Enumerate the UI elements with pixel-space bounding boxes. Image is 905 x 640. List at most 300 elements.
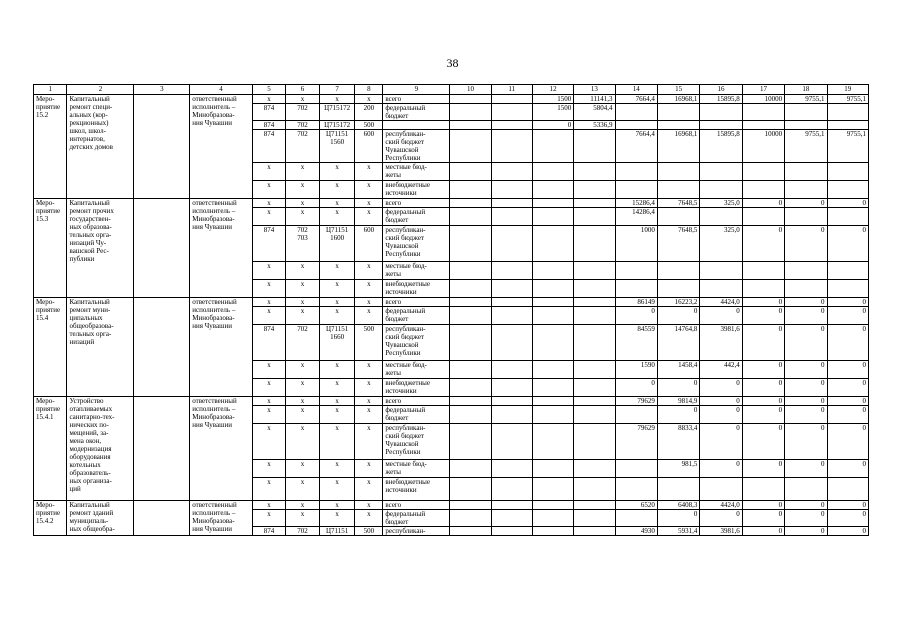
value-cell: x bbox=[319, 208, 355, 226]
description-cell: Устройство отапливаемых санитарно-тех- нических по- мещений, за- мена окон, модернизация оборудования котельных образователь- ных организа- ций bbox=[67, 397, 134, 501]
value-cell: 16223,2 bbox=[657, 298, 699, 307]
value-cell: x bbox=[252, 208, 285, 226]
header-cell: 9 bbox=[383, 85, 450, 95]
measure-cell: Меро- приятие 15.3 bbox=[34, 199, 67, 298]
value-cell bbox=[827, 262, 868, 280]
value-cell bbox=[491, 95, 532, 104]
value-cell bbox=[700, 478, 742, 501]
description-cell: Капитальный ремонт зданий муниципаль- ных общеобра- bbox=[67, 501, 134, 536]
value-cell: x bbox=[286, 406, 319, 424]
value-cell bbox=[574, 510, 615, 527]
funding-source-cell: республикан- bbox=[383, 527, 450, 536]
value-cell: x bbox=[252, 307, 285, 325]
description-cell: Капитальный ремонт прочих государствен- ных образова- тельных орга- низаций Чу- вашской Рес- публики bbox=[67, 199, 134, 298]
value-cell bbox=[491, 379, 532, 397]
value-cell: 325,0 bbox=[700, 199, 742, 208]
value-cell bbox=[532, 199, 573, 208]
value-cell bbox=[450, 280, 491, 298]
value-cell bbox=[615, 460, 657, 478]
value-cell bbox=[491, 121, 532, 130]
value-cell bbox=[657, 181, 699, 199]
funding-source-cell: местные бюд- жеты bbox=[383, 361, 450, 379]
value-cell: 0 bbox=[827, 510, 868, 527]
value-cell bbox=[742, 163, 784, 181]
value-cell: 0 bbox=[700, 510, 742, 527]
value-cell bbox=[532, 298, 573, 307]
value-cell bbox=[491, 460, 532, 478]
value-cell bbox=[657, 121, 699, 130]
value-cell: 0 bbox=[827, 325, 868, 361]
value-cell bbox=[491, 307, 532, 325]
header-cell: 2 bbox=[67, 85, 134, 95]
column-number-header bbox=[34, 85, 869, 95]
value-cell: 874 bbox=[252, 121, 285, 130]
value-cell: Ц71151 1660 bbox=[319, 325, 355, 361]
value-cell bbox=[450, 406, 491, 424]
value-cell: 0 bbox=[657, 406, 699, 424]
value-cell bbox=[491, 510, 532, 527]
funding-source-cell: местные бюд- жеты bbox=[383, 262, 450, 280]
value-cell bbox=[574, 298, 615, 307]
value-cell bbox=[450, 226, 491, 262]
value-cell bbox=[450, 298, 491, 307]
value-cell bbox=[574, 280, 615, 298]
value-cell: 0 bbox=[742, 361, 784, 379]
value-cell: 0 bbox=[742, 527, 784, 536]
value-cell: x bbox=[319, 361, 355, 379]
value-cell: x bbox=[252, 510, 285, 527]
value-cell bbox=[491, 501, 532, 510]
value-cell: 84559 bbox=[615, 325, 657, 361]
value-cell bbox=[742, 121, 784, 130]
value-cell: 874 bbox=[252, 527, 285, 536]
value-cell: 0 bbox=[827, 298, 868, 307]
value-cell bbox=[450, 397, 491, 406]
value-cell: x bbox=[286, 501, 319, 510]
header-cell: 18 bbox=[785, 85, 827, 95]
value-cell bbox=[827, 208, 868, 226]
value-cell bbox=[450, 325, 491, 361]
value-cell bbox=[532, 460, 573, 478]
value-cell: 1500 bbox=[532, 104, 573, 121]
value-cell bbox=[742, 478, 784, 501]
value-cell: x bbox=[252, 501, 285, 510]
value-cell: 0 bbox=[615, 307, 657, 325]
value-cell: 79629 bbox=[615, 424, 657, 460]
value-cell bbox=[450, 130, 491, 163]
value-cell: x bbox=[252, 460, 285, 478]
value-cell: x bbox=[286, 424, 319, 460]
funding-source-cell: федеральный бюджет bbox=[383, 307, 450, 325]
value-cell bbox=[532, 325, 573, 361]
value-cell bbox=[827, 181, 868, 199]
value-cell: 0 bbox=[827, 226, 868, 262]
header-cell: 14 bbox=[615, 85, 657, 95]
value-cell: x bbox=[252, 379, 285, 397]
value-cell: 0 bbox=[742, 460, 784, 478]
value-cell bbox=[700, 208, 742, 226]
value-cell: x bbox=[252, 280, 285, 298]
value-cell bbox=[657, 208, 699, 226]
value-cell bbox=[785, 104, 827, 121]
value-cell bbox=[532, 163, 573, 181]
value-cell: 0 bbox=[742, 199, 784, 208]
value-cell: x bbox=[355, 510, 383, 527]
value-cell: x bbox=[355, 307, 383, 325]
value-cell: 0 bbox=[785, 460, 827, 478]
value-cell: x bbox=[355, 361, 383, 379]
value-cell: 0 bbox=[742, 510, 784, 527]
empty-cell bbox=[134, 95, 190, 199]
value-cell: 10000 bbox=[742, 95, 784, 104]
value-cell: 702 bbox=[286, 325, 319, 361]
value-cell: 9755,1 bbox=[827, 130, 868, 163]
value-cell: x bbox=[355, 208, 383, 226]
value-cell bbox=[742, 181, 784, 199]
value-cell bbox=[532, 307, 573, 325]
header-cell: 5 bbox=[252, 85, 285, 95]
value-cell: 15895,8 bbox=[700, 95, 742, 104]
table-body bbox=[34, 95, 869, 536]
value-cell bbox=[532, 280, 573, 298]
value-cell bbox=[657, 104, 699, 121]
value-cell bbox=[532, 181, 573, 199]
value-cell bbox=[700, 104, 742, 121]
value-cell: 0 bbox=[827, 199, 868, 208]
value-cell: 500 bbox=[355, 527, 383, 536]
value-cell: x bbox=[286, 95, 319, 104]
measure-cell: Меро- приятие 15.4.1 bbox=[34, 397, 67, 501]
value-cell: 0 bbox=[742, 298, 784, 307]
value-cell bbox=[574, 226, 615, 262]
value-cell: x bbox=[355, 501, 383, 510]
value-cell: x bbox=[286, 181, 319, 199]
value-cell bbox=[574, 325, 615, 361]
value-cell bbox=[827, 121, 868, 130]
value-cell bbox=[700, 181, 742, 199]
funding-source-cell: всего bbox=[383, 95, 450, 104]
value-cell: x bbox=[286, 510, 319, 527]
value-cell bbox=[785, 478, 827, 501]
value-cell: x bbox=[252, 397, 285, 406]
value-cell: 702 bbox=[286, 130, 319, 163]
page-number: 38 bbox=[446, 56, 459, 70]
value-cell bbox=[574, 527, 615, 536]
funding-source-cell: внебюджетные источники bbox=[383, 478, 450, 501]
value-cell: 4424,0 bbox=[700, 501, 742, 510]
value-cell: x bbox=[355, 478, 383, 501]
value-cell: 0 bbox=[700, 397, 742, 406]
funding-source-cell: федеральный бюджет bbox=[383, 104, 450, 121]
value-cell: 6408,3 bbox=[657, 501, 699, 510]
empty-cell bbox=[134, 397, 190, 501]
value-cell: 0 bbox=[532, 121, 573, 130]
value-cell: x bbox=[286, 361, 319, 379]
value-cell bbox=[491, 181, 532, 199]
value-cell bbox=[615, 510, 657, 527]
value-cell bbox=[450, 163, 491, 181]
value-cell bbox=[532, 397, 573, 406]
value-cell: 702 bbox=[286, 121, 319, 130]
value-cell bbox=[785, 280, 827, 298]
empty-cell bbox=[134, 199, 190, 298]
funding-source-cell: федеральный бюджет bbox=[383, 406, 450, 424]
value-cell: x bbox=[286, 262, 319, 280]
value-cell bbox=[450, 478, 491, 501]
value-cell bbox=[532, 361, 573, 379]
value-cell bbox=[574, 361, 615, 379]
value-cell: 4930 bbox=[615, 527, 657, 536]
value-cell: Ц71151 1560 bbox=[319, 130, 355, 163]
value-cell: 0 bbox=[827, 397, 868, 406]
value-cell bbox=[450, 208, 491, 226]
value-cell bbox=[532, 478, 573, 501]
funding-source-cell: всего bbox=[383, 199, 450, 208]
measure-cell: Меро- приятие 15.4 bbox=[34, 298, 67, 397]
value-cell: 9755,1 bbox=[785, 95, 827, 104]
value-cell bbox=[532, 379, 573, 397]
value-cell: 0 bbox=[785, 325, 827, 361]
value-cell bbox=[532, 527, 573, 536]
description-cell: Капитальный ремонт муни- ципальных общеобразова- тельных орга- низаций bbox=[67, 298, 134, 397]
funding-source-cell: республикан- ский бюджет Чувашской Республики bbox=[383, 226, 450, 262]
table-row bbox=[34, 199, 869, 208]
value-cell bbox=[491, 325, 532, 361]
value-cell: 1590 bbox=[615, 361, 657, 379]
value-cell: 0 bbox=[742, 397, 784, 406]
value-cell bbox=[491, 406, 532, 424]
executor-cell: ответственный исполнитель – Минобразова- ния Чувашии bbox=[190, 298, 253, 397]
value-cell: 15286,4 bbox=[615, 199, 657, 208]
value-cell: x bbox=[319, 280, 355, 298]
value-cell: x bbox=[319, 262, 355, 280]
value-cell: 5931,4 bbox=[657, 527, 699, 536]
value-cell: x bbox=[286, 307, 319, 325]
value-cell bbox=[450, 307, 491, 325]
value-cell: 3981,6 bbox=[700, 527, 742, 536]
value-cell: x bbox=[319, 460, 355, 478]
value-cell: 7664,4 bbox=[615, 130, 657, 163]
value-cell: Ц715172 bbox=[319, 121, 355, 130]
value-cell bbox=[574, 181, 615, 199]
value-cell bbox=[827, 104, 868, 121]
value-cell bbox=[532, 501, 573, 510]
value-cell bbox=[657, 280, 699, 298]
value-cell bbox=[491, 104, 532, 121]
value-cell: 0 bbox=[742, 501, 784, 510]
value-cell: 14286,4 bbox=[615, 208, 657, 226]
value-cell: 325,0 bbox=[700, 226, 742, 262]
header-cell: 8 bbox=[355, 85, 383, 95]
value-cell bbox=[657, 163, 699, 181]
value-cell bbox=[574, 163, 615, 181]
value-cell bbox=[450, 501, 491, 510]
value-cell: 4424,0 bbox=[700, 298, 742, 307]
value-cell: x bbox=[355, 424, 383, 460]
value-cell: 874 bbox=[252, 325, 285, 361]
description-cell: Капитальный ремонт специ- альных (кор- рекционных) школ, школ- интернатов, детских домов bbox=[67, 95, 134, 199]
value-cell bbox=[491, 226, 532, 262]
funding-source-cell: внебюджетные источники bbox=[383, 280, 450, 298]
value-cell: 0 bbox=[657, 307, 699, 325]
value-cell: 0 bbox=[827, 501, 868, 510]
value-cell bbox=[615, 262, 657, 280]
value-cell bbox=[532, 130, 573, 163]
value-cell: 0 bbox=[657, 510, 699, 527]
funding-source-cell: внебюджетные источники bbox=[383, 379, 450, 397]
value-cell bbox=[827, 280, 868, 298]
value-cell: 79629 bbox=[615, 397, 657, 406]
value-cell: 0 bbox=[742, 325, 784, 361]
executor-cell: ответственный исполнитель – Минобразова- ния Чувашии bbox=[190, 199, 253, 298]
value-cell bbox=[450, 262, 491, 280]
value-cell: 874 bbox=[252, 104, 285, 121]
value-cell bbox=[700, 262, 742, 280]
value-cell: 16968,1 bbox=[657, 95, 699, 104]
value-cell: Ц71151 1600 bbox=[319, 226, 355, 262]
value-cell: 702 703 bbox=[286, 226, 319, 262]
value-cell: 0 bbox=[785, 424, 827, 460]
value-cell: x bbox=[355, 460, 383, 478]
value-cell: x bbox=[286, 478, 319, 501]
value-cell bbox=[657, 262, 699, 280]
table-row bbox=[34, 95, 869, 104]
value-cell bbox=[615, 280, 657, 298]
value-cell bbox=[574, 130, 615, 163]
value-cell bbox=[491, 280, 532, 298]
value-cell: 0 bbox=[785, 527, 827, 536]
value-cell: x bbox=[252, 361, 285, 379]
value-cell bbox=[700, 121, 742, 130]
value-cell bbox=[574, 424, 615, 460]
value-cell: 500 bbox=[355, 121, 383, 130]
value-cell: x bbox=[319, 163, 355, 181]
value-cell: Ц715172 bbox=[319, 104, 355, 121]
value-cell: 9814,9 bbox=[657, 397, 699, 406]
value-cell: 0 bbox=[700, 424, 742, 460]
value-cell: 9755,1 bbox=[785, 130, 827, 163]
funding-source-cell: республикан- ский бюджет Чувашской Республики bbox=[383, 424, 450, 460]
value-cell: 8833,4 bbox=[657, 424, 699, 460]
value-cell: 86149 bbox=[615, 298, 657, 307]
executor-cell: ответственный исполнитель – Минобразова- ния Чувашии bbox=[190, 95, 253, 199]
value-cell bbox=[827, 163, 868, 181]
value-cell: 981,5 bbox=[657, 460, 699, 478]
value-cell: 0 bbox=[785, 298, 827, 307]
value-cell bbox=[450, 104, 491, 121]
value-cell: x bbox=[355, 199, 383, 208]
value-cell: 10000 bbox=[742, 130, 784, 163]
funding-source-cell: местные бюд- жеты bbox=[383, 460, 450, 478]
value-cell: 0 bbox=[827, 307, 868, 325]
value-cell: x bbox=[319, 397, 355, 406]
value-cell bbox=[574, 397, 615, 406]
value-cell bbox=[491, 397, 532, 406]
value-cell: x bbox=[355, 397, 383, 406]
empty-cell bbox=[134, 501, 190, 536]
value-cell: 200 bbox=[355, 104, 383, 121]
value-cell: 0 bbox=[785, 501, 827, 510]
value-cell: 0 bbox=[742, 307, 784, 325]
value-cell bbox=[615, 163, 657, 181]
value-cell: x bbox=[252, 406, 285, 424]
value-cell: x bbox=[252, 298, 285, 307]
header-cell: 11 bbox=[491, 85, 532, 95]
value-cell: 5336,9 bbox=[574, 121, 615, 130]
value-cell: 0 bbox=[785, 361, 827, 379]
value-cell: 0 bbox=[657, 379, 699, 397]
header-cell: 15 bbox=[657, 85, 699, 95]
value-cell: 0 bbox=[785, 226, 827, 262]
value-cell: 15895,8 bbox=[700, 130, 742, 163]
value-cell: x bbox=[319, 379, 355, 397]
value-cell bbox=[450, 95, 491, 104]
value-cell bbox=[532, 262, 573, 280]
value-cell: x bbox=[355, 280, 383, 298]
value-cell bbox=[532, 208, 573, 226]
value-cell bbox=[491, 424, 532, 460]
measure-cell: Меро- приятие 15.2 bbox=[34, 95, 67, 199]
value-cell: 0 bbox=[742, 424, 784, 460]
value-cell bbox=[742, 104, 784, 121]
value-cell: 0 bbox=[700, 406, 742, 424]
value-cell: x bbox=[252, 95, 285, 104]
value-cell bbox=[615, 406, 657, 424]
value-cell: x bbox=[355, 262, 383, 280]
value-cell bbox=[450, 181, 491, 199]
value-cell: 874 bbox=[252, 130, 285, 163]
value-cell: x bbox=[355, 163, 383, 181]
executor-cell: ответственный исполнитель – Минобразова- ния Чувашии bbox=[190, 501, 253, 536]
funding-source-cell: федеральный бюджет bbox=[383, 510, 450, 527]
funding-source-cell: местные бюд- жеты bbox=[383, 163, 450, 181]
value-cell: x bbox=[319, 307, 355, 325]
value-cell: 702 bbox=[286, 104, 319, 121]
value-cell bbox=[574, 478, 615, 501]
header-cell: 3 bbox=[134, 85, 190, 95]
value-cell bbox=[742, 208, 784, 226]
value-cell: x bbox=[286, 280, 319, 298]
value-cell: x bbox=[252, 478, 285, 501]
value-cell bbox=[574, 379, 615, 397]
value-cell bbox=[742, 262, 784, 280]
value-cell: 5804,4 bbox=[574, 104, 615, 121]
funding-source-cell bbox=[383, 121, 450, 130]
value-cell bbox=[574, 307, 615, 325]
value-cell bbox=[491, 130, 532, 163]
value-cell: 0 bbox=[785, 379, 827, 397]
value-cell: 7648,5 bbox=[657, 199, 699, 208]
value-cell: 0 bbox=[615, 379, 657, 397]
value-cell bbox=[450, 527, 491, 536]
value-cell bbox=[742, 280, 784, 298]
value-cell bbox=[700, 163, 742, 181]
value-cell bbox=[450, 121, 491, 130]
value-cell bbox=[785, 262, 827, 280]
value-cell bbox=[491, 199, 532, 208]
value-cell bbox=[532, 406, 573, 424]
value-cell: x bbox=[252, 181, 285, 199]
header-cell: 10 bbox=[450, 85, 491, 95]
value-cell: x bbox=[319, 298, 355, 307]
value-cell bbox=[491, 163, 532, 181]
funding-source-cell: всего bbox=[383, 298, 450, 307]
value-cell: 11141,3 bbox=[574, 95, 615, 104]
value-cell: 3981,6 bbox=[700, 325, 742, 361]
value-cell: 500 bbox=[355, 325, 383, 361]
value-cell: x bbox=[355, 298, 383, 307]
value-cell: x bbox=[286, 460, 319, 478]
